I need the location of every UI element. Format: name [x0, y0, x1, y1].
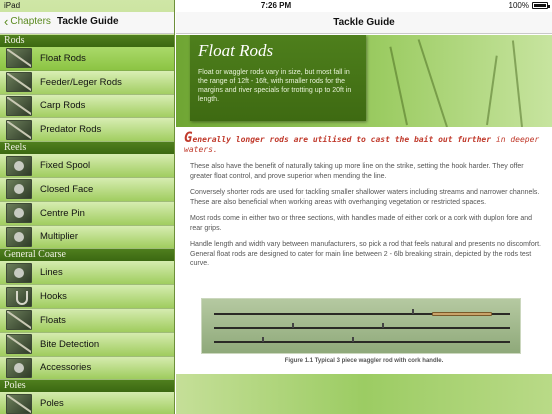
section-header-reels: Reels — [0, 142, 175, 154]
back-button[interactable] — [4, 13, 51, 29]
sidebar-item-label: Feeder/Leger Rods — [40, 76, 122, 88]
sidebar-item-fixed-spool[interactable] — [0, 154, 175, 178]
line-icon — [6, 263, 32, 283]
sidebar-item-label: Float Rods — [40, 52, 86, 64]
lead-rest-text: in deeper waters. — [184, 135, 540, 154]
sidebar — [0, 0, 175, 414]
sidebar-item-label: Predator Rods — [40, 124, 102, 136]
float-icon — [6, 310, 32, 330]
detail-nav-bar — [176, 12, 552, 34]
sidebar-item-label: Poles — [40, 398, 64, 410]
body-paragraph: Most rods come in either two or three sections, with handles made of either cork or a cork with duplon fore and rear grips. — [190, 215, 533, 232]
banner-box — [190, 35, 366, 121]
banner-heading: Float Rods — [198, 41, 274, 60]
section-header-general-coarse: General Coarse — [0, 249, 175, 261]
rod-guide — [382, 323, 384, 328]
sidebar-item-label: Carp Rods — [40, 100, 86, 112]
rod-icon — [6, 96, 32, 116]
rod-section — [214, 327, 510, 329]
sidebar-item-label: Accessories — [40, 362, 92, 374]
reel-seat — [412, 309, 414, 314]
sidebar-item-label: Multiplier — [40, 231, 79, 243]
rod-guide — [352, 337, 354, 342]
hook-icon — [6, 287, 32, 307]
body-paragraph: Handle length and width vary between manufacturers, so pick a rod that feels natural and presents no discomfort. General float rods are designed to cater for main line between 2 - 6lb breaking strain, depicted by the rods test curve. — [190, 241, 541, 267]
status-bar — [0, 0, 552, 12]
sidebar-item-label: Hooks — [40, 291, 67, 303]
rod-icon — [6, 48, 32, 68]
status-time: 7:26 PM — [260, 1, 292, 10]
chapter-list — [0, 35, 175, 414]
figure-caption: Figure 1.1 Typical 3 piece waggler rod with cork handle. — [284, 358, 444, 364]
sidebar-item-label: Floats — [40, 314, 66, 326]
rod-section — [214, 341, 510, 343]
battery-percent: 100% — [508, 1, 529, 10]
sidebar-item-accessories[interactable] — [0, 357, 175, 381]
sidebar-nav-bar — [0, 12, 175, 34]
sidebar-item-carp-rods[interactable] — [0, 95, 175, 119]
rod-icon — [6, 72, 32, 92]
rod-guide — [292, 323, 294, 328]
lead-paragraph — [184, 130, 542, 155]
body-paragraph: Conversely shorter rods are used for tackling smaller shallower waters including streams and narrower channels. These are also beneficial when working areas with overhanging vegetation or restricted spaces. — [190, 189, 540, 206]
sidebar-item-floats[interactable] — [0, 309, 175, 333]
footer-decoration — [176, 374, 552, 414]
header-banner — [176, 35, 552, 127]
reed-decoration — [389, 47, 408, 126]
section-header-rods: Rods — [0, 35, 175, 47]
detail-pane — [176, 0, 552, 414]
sidebar-item-centre-pin[interactable] — [0, 202, 175, 226]
body-paragraph: These also have the benefit of naturally taking up more line on the strike, setting the hook harder. They offer greater float control, and prove superior when mending the line. — [190, 163, 524, 180]
sidebar-title: Tackle Guide — [57, 16, 119, 27]
rod-figure-image — [201, 298, 521, 354]
sidebar-item-lines[interactable] — [0, 261, 175, 285]
sidebar-item-label: Lines — [40, 267, 63, 279]
rod-guide — [262, 337, 264, 342]
detail-title: Tackle Guide — [333, 17, 395, 28]
sidebar-item-label: Bite Detection — [40, 338, 100, 350]
cork-handle — [432, 312, 492, 316]
sidebar-item-hooks[interactable] — [0, 285, 175, 309]
bite-alarm-icon — [6, 334, 32, 354]
reel-icon — [6, 179, 32, 199]
battery-icon — [532, 2, 548, 9]
chevron-left-icon: ‹ — [4, 13, 9, 29]
sidebar-item-label: Centre Pin — [40, 207, 85, 219]
article-content — [184, 130, 542, 269]
reed-decoration — [486, 56, 498, 126]
reel-icon — [6, 227, 32, 247]
drop-cap: G — [184, 130, 193, 146]
carrier-label: iPad — [4, 1, 21, 10]
sidebar-item-poles[interactable] — [0, 392, 175, 414]
sidebar-item-label: Closed Face — [40, 183, 94, 195]
battery-fill — [534, 4, 546, 7]
pole-icon — [6, 394, 32, 414]
sidebar-item-feeder-leger-rods[interactable] — [0, 71, 175, 95]
sidebar-item-predator-rods[interactable] — [0, 118, 175, 142]
battery-indicator — [509, 1, 548, 10]
back-button-label: Chapters — [10, 16, 51, 27]
sidebar-item-multiplier[interactable] — [0, 226, 175, 250]
reed-decoration — [418, 39, 448, 127]
sidebar-item-float-rods[interactable] — [0, 47, 175, 71]
section-header-poles: Poles — [0, 380, 175, 392]
lead-bold-text: enerally longer rods are utilised to cast the bait out further — [192, 135, 492, 144]
rod-icon — [6, 120, 32, 140]
sidebar-item-closed-face[interactable] — [0, 178, 175, 202]
banner-text: Float or waggler rods vary in size, but most fall in the range of 12ft - 16ft, with smaller rods for the margins and river specials for trotting up to 20ft in length. — [198, 69, 352, 103]
sidebar-item-label: Fixed Spool — [40, 160, 91, 172]
accessories-icon — [6, 358, 32, 378]
sidebar-item-bite-detection[interactable] — [0, 333, 175, 357]
reel-icon — [6, 203, 32, 223]
reed-decoration — [512, 40, 523, 127]
reel-icon — [6, 156, 32, 176]
